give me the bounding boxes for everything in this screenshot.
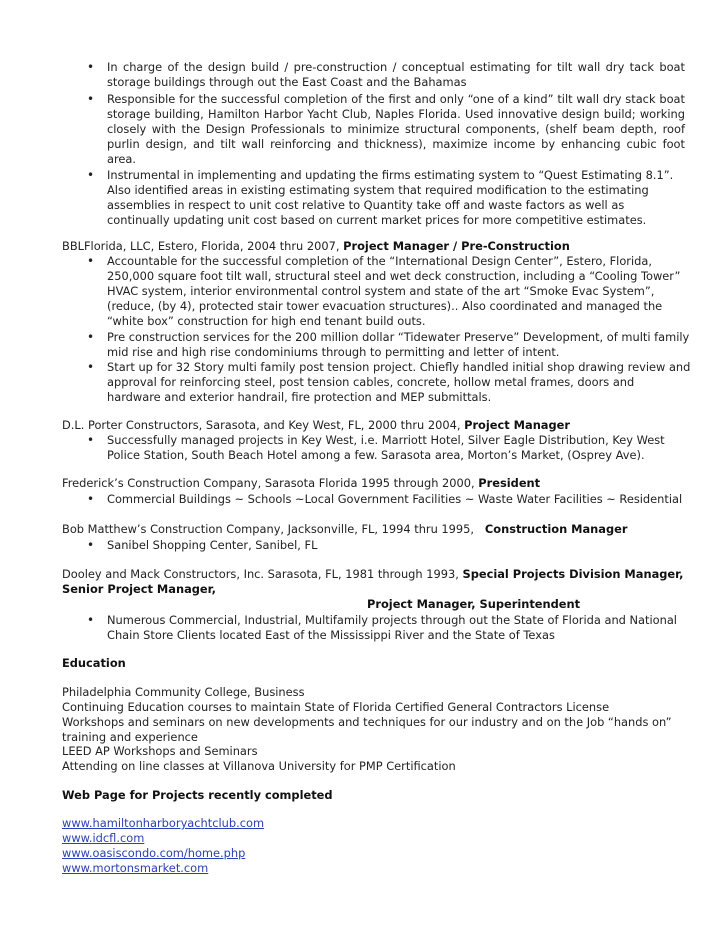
job-title-line [367,597,580,612]
paragraph-line: Chain Store Clients located East of the Mississippi River and the State of Texas [107,628,555,642]
bullet-icon: • [87,330,95,344]
section-heading-education: Education [62,656,126,670]
job-heading [62,418,570,433]
job-title: Project Manager [464,418,570,432]
job-heading [62,567,683,582]
link-mortonsmarket[interactable]: www.mortonsmarket.com [62,861,209,875]
paragraph-line: Responsible for the successful completion of the first and only “one of a kind” tilt wall dry stack boat [107,92,685,106]
link-idcfl[interactable]: www.idcfl.com [62,831,145,845]
link-hamilton-harbor[interactable]: www.hamiltonharboryachtclub.com [62,816,265,830]
paragraph-line: Instrumental in implementing and updating the firms estimating system to “Quest Estimating 8.1”. [107,168,674,182]
bullet-icon: • [87,254,95,268]
paragraph-line: Police Station, South Beach Hotel among a few. Sarasota area, Morton’s Market, (Osprey Ave). [107,448,645,462]
paragraph-line: storage building, Hamilton Harbor Yacht Club, Naples Florida. Used innovative design build; working [107,107,685,121]
bullet-icon: • [87,360,95,374]
job-title: President [478,476,541,490]
paragraph-line: Start up for 32 Story multi family post tension project. Chiefly handled initial shop drawing review and [107,360,691,374]
education-line: LEED AP Workshops and Seminars [62,744,258,758]
education-line: training and experience [62,730,198,744]
paragraph-line: approval for reinforcing steel, post tension cables, concrete, hollow metal frames, doors and [107,375,635,389]
paragraph-line: storage buildings through out the East Coast and the Bahamas [107,75,467,89]
education-line: Workshops and seminars on new developments and techniques for our industry and on the Job “hands on” [62,715,672,729]
paragraph-line: continually updating unit cost based on current market prices for more competitive estimates. [107,213,647,227]
paragraph-line: hardware and exterior handrail, fire protection and MEP submittals. [107,390,492,404]
education-line: Philadelphia Community College, Business [62,685,305,699]
job-title: Project Manager / Pre-Construction [343,239,570,253]
education-line: Continuing Education courses to maintain State of Florida Certified General Contractors License [62,700,610,714]
paragraph-line: purlin design, and tilt wall reinforcing and thickness), maximize income by enhancing cubic foot [107,137,685,151]
bullet-icon: • [87,92,95,106]
job-title: Project Manager, Superintendent [367,597,581,611]
paragraph-line: Also identified areas in existing estimating system that required modification to the estimating [107,183,649,197]
paragraph-line: Accountable for the successful completion of the “International Design Center”, Estero, Florida, [107,254,652,268]
paragraph-line: Numerous Commercial, Industrial, Multifamily projects through out the State of Florida and National [107,613,677,627]
employer-text: Bob Matthew’s Construction Company, Jacksonville, FL, 1994 thru 1995, [62,522,485,536]
paragraph-line: “white box” construction for high end tenant build outs. [107,314,426,328]
education-line: Attending on line classes at Villanova University for PMP Certification [62,759,456,773]
paragraph-line: In charge of the design build / pre-construction / conceptual estimating for tilt wall dry tack boat [107,60,685,74]
job-heading [62,522,627,537]
bullet-icon: • [87,613,95,627]
job-title: Construction Manager [484,522,628,536]
bullet-icon: • [87,538,95,552]
paragraph-line: Successfully managed projects in Key West, i.e. Marriott Hotel, Silver Eagle Distribution, Key West [107,433,665,447]
paragraph-line: HVAC system, interior environmental control system and state of the art “Smoke Evac System”, [107,284,655,298]
paragraph-line: assemblies in respect to unit cost relative to Quantity take off and waste factors as well as [107,198,625,212]
paragraph-line: mid rise and high rise condominiums through to permitting and letter of intent. [107,345,560,359]
paragraph-line: Sanibel Shopping Center, Sanibel, FL [107,538,318,552]
employer-text: BBLFlorida, LLC, Estero, Florida, 2004 thru 2007, [62,239,344,253]
job-heading [62,239,570,254]
paragraph-line: Pre construction services for the 200 million dollar “Tidewater Preserve” Development, of multi family [107,330,690,344]
bullet-icon: • [87,433,95,447]
bullet-icon: • [87,492,95,506]
paragraph-line: closely with the Design Professionals to minimize structural components, (shelf beam depth, roof [107,122,685,136]
job-title-line [62,582,216,597]
job-title: Special Projects Division Manager, [462,567,684,581]
paragraph-line: Commercial Buildings ~ Schools ~Local Government Facilities ~ Waste Water Facilities ~ Residential [107,492,683,506]
employer-text: D.L. Porter Constructors, Sarasota, and Key West, FL, 2000 thru 2004, [62,418,465,432]
employer-text: Frederick’s Construction Company, Sarasota Florida 1995 through 2000, [62,476,479,490]
paragraph-line: area. [107,152,137,166]
section-heading-web: Web Page for Projects recently completed [62,788,333,802]
bullet-icon: • [87,60,95,74]
job-title: Senior Project Manager, [62,582,216,596]
employer-text: Dooley and Mack Constructors, Inc. Sarasota, FL, 1981 through 1993, [62,567,463,581]
bullet-icon: • [87,168,95,182]
job-heading [62,476,540,491]
link-oasiscondo[interactable]: www.oasiscondo.com/home.php [62,846,246,860]
paragraph-line: (reduce, (by 4), protected stair tower evacuation structures).. Also coordinated and managed the [107,299,663,313]
paragraph-line: 250,000 square foot tilt wall, structural steel and wet deck construction, including a “Cooling Tower” [107,269,681,283]
